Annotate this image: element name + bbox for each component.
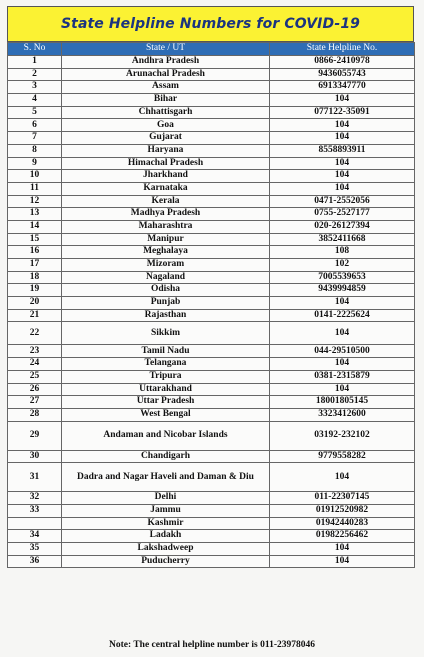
table-row: [8, 555, 415, 568]
cell-phone: 104: [270, 383, 415, 396]
cell-state: Puducherry: [62, 555, 270, 568]
cell-sno: 34: [8, 530, 62, 543]
cell-state: Goa: [62, 119, 270, 132]
cell-state: Tamil Nadu: [62, 345, 270, 358]
cell-sno: 24: [8, 358, 62, 371]
table-row: [8, 195, 415, 208]
cell-phone: 104: [270, 182, 415, 195]
column-header-sno: S. No: [8, 43, 62, 56]
cell-state: Jharkhand: [62, 170, 270, 183]
cell-state: Telangana: [62, 358, 270, 371]
cell-phone: 104: [270, 543, 415, 556]
cell-state: Chandigarh: [62, 450, 270, 463]
table-row: [8, 463, 415, 492]
table-row: [8, 157, 415, 170]
cell-state: Mizoram: [62, 259, 270, 272]
table-row: [8, 450, 415, 463]
table-header-row: [8, 43, 415, 56]
cell-sno: 29: [8, 421, 62, 450]
cell-state: Kashmir: [62, 517, 270, 530]
table-row: [8, 271, 415, 284]
table-row: [8, 383, 415, 396]
table-row: [8, 358, 415, 371]
cell-sno: 30: [8, 450, 62, 463]
cell-state: Haryana: [62, 144, 270, 157]
cell-state: Tripura: [62, 370, 270, 383]
cell-phone: 3852411668: [270, 233, 415, 246]
cell-sno: [8, 517, 62, 530]
table-row: [8, 370, 415, 383]
cell-phone: 7005539653: [270, 271, 415, 284]
cell-phone: 104: [270, 322, 415, 345]
cell-sno: 18: [8, 271, 62, 284]
cell-state: Himachal Pradesh: [62, 157, 270, 170]
table-row: [8, 68, 415, 81]
cell-state: Andaman and Nicobar Islands: [62, 421, 270, 450]
table-row: [8, 233, 415, 246]
table-row: [8, 322, 415, 345]
cell-sno: 17: [8, 259, 62, 272]
cell-phone: 104: [270, 94, 415, 107]
cell-sno: 16: [8, 246, 62, 259]
cell-phone: 18001805145: [270, 396, 415, 409]
cell-state: Kerala: [62, 195, 270, 208]
table-row: [8, 182, 415, 195]
cell-sno: 32: [8, 492, 62, 505]
table-row: [8, 246, 415, 259]
cell-sno: 19: [8, 284, 62, 297]
cell-phone: 077122-35091: [270, 106, 415, 119]
cell-sno: 4: [8, 94, 62, 107]
cell-phone: 104: [270, 119, 415, 132]
cell-state: Manipur: [62, 233, 270, 246]
cell-phone: 0381-2315879: [270, 370, 415, 383]
cell-phone: 9436055743: [270, 68, 415, 81]
cell-phone: 104: [270, 358, 415, 371]
cell-state: Chhattisgarh: [62, 106, 270, 119]
cell-sno: 1: [8, 56, 62, 69]
cell-sno: 7: [8, 132, 62, 145]
cell-sno: 35: [8, 543, 62, 556]
cell-sno: 25: [8, 370, 62, 383]
cell-phone: 044-29510500: [270, 345, 415, 358]
cell-phone: 104: [270, 157, 415, 170]
cell-sno: 5: [8, 106, 62, 119]
cell-sno: 36: [8, 555, 62, 568]
cell-phone: 020-26127394: [270, 220, 415, 233]
cell-sno: 2: [8, 68, 62, 81]
cell-state: Madhya Pradesh: [62, 208, 270, 221]
cell-phone: 0471-2552056: [270, 195, 415, 208]
cell-sno: 22: [8, 322, 62, 345]
table-row: [8, 284, 415, 297]
cell-sno: 6: [8, 119, 62, 132]
cell-sno: 10: [8, 170, 62, 183]
cell-phone: 0755-2527177: [270, 208, 415, 221]
cell-phone: 8558893911: [270, 144, 415, 157]
cell-phone: 01942440283: [270, 517, 415, 530]
table-row: [8, 259, 415, 272]
table-row: [8, 144, 415, 157]
cell-phone: 01912520982: [270, 504, 415, 517]
table-row: [8, 421, 415, 450]
cell-sno: 12: [8, 195, 62, 208]
table-row: [8, 119, 415, 132]
table-row: [8, 492, 415, 505]
cell-phone: 3323412600: [270, 408, 415, 421]
column-header-phone: State Helpline No.: [270, 43, 415, 56]
cell-sno: 8: [8, 144, 62, 157]
cell-phone: 104: [270, 555, 415, 568]
table-row: [8, 220, 415, 233]
cell-phone: 03192-232102: [270, 421, 415, 450]
cell-phone: 102: [270, 259, 415, 272]
cell-sno: 15: [8, 233, 62, 246]
cell-sno: 31: [8, 463, 62, 492]
table-row: [8, 56, 415, 69]
cell-phone: 104: [270, 132, 415, 145]
cell-sno: 21: [8, 309, 62, 322]
cell-phone: 104: [270, 170, 415, 183]
table-row: [8, 517, 415, 530]
cell-state: Assam: [62, 81, 270, 94]
cell-state: Bihar: [62, 94, 270, 107]
cell-phone: 104: [270, 297, 415, 310]
cell-state: Nagaland: [62, 271, 270, 284]
table-row: [8, 208, 415, 221]
cell-sno: 3: [8, 81, 62, 94]
table-row: [8, 94, 415, 107]
cell-state: Sikkim: [62, 322, 270, 345]
cell-sno: 13: [8, 208, 62, 221]
cell-sno: 28: [8, 408, 62, 421]
cell-state: Andhra Pradesh: [62, 56, 270, 69]
cell-phone: 108: [270, 246, 415, 259]
cell-state: Uttar Pradesh: [62, 396, 270, 409]
table-row: [8, 408, 415, 421]
footer-note: Note: The central helpline number is 011-23978046: [108, 640, 315, 650]
cell-state: Maharashtra: [62, 220, 270, 233]
cell-state: Odisha: [62, 284, 270, 297]
cell-phone: 9439994859: [270, 284, 415, 297]
cell-phone: 0141-2225624: [270, 309, 415, 322]
table-row: [8, 396, 415, 409]
cell-phone: 0866-2410978: [270, 56, 415, 69]
helpline-table: [7, 42, 415, 568]
table-row: [8, 543, 415, 556]
cell-state: Dadra and Nagar Haveli and Daman & Diu: [62, 463, 270, 492]
cell-state: West Bengal: [62, 408, 270, 421]
column-header-state: State / UT: [62, 43, 270, 56]
cell-state: Karnataka: [62, 182, 270, 195]
table-row: [8, 297, 415, 310]
table-row: [8, 345, 415, 358]
table-row: [8, 170, 415, 183]
cell-sno: 26: [8, 383, 62, 396]
table-row: [8, 530, 415, 543]
table-row: [8, 81, 415, 94]
cell-sno: 14: [8, 220, 62, 233]
cell-phone: 9779558282: [270, 450, 415, 463]
table-row: [8, 132, 415, 145]
cell-sno: 23: [8, 345, 62, 358]
cell-state: Delhi: [62, 492, 270, 505]
cell-state: Ladakh: [62, 530, 270, 543]
cell-phone: 6913347770: [270, 81, 415, 94]
cell-state: Uttarakhand: [62, 383, 270, 396]
cell-state: Jammu: [62, 504, 270, 517]
table-row: [8, 504, 415, 517]
cell-sno: 27: [8, 396, 62, 409]
cell-sno: 20: [8, 297, 62, 310]
cell-sno: 9: [8, 157, 62, 170]
cell-state: Gujarat: [62, 132, 270, 145]
table-body: [8, 56, 415, 568]
cell-sno: 11: [8, 182, 62, 195]
cell-state: Punjab: [62, 297, 270, 310]
cell-sno: 33: [8, 504, 62, 517]
cell-state: Rajasthan: [62, 309, 270, 322]
cell-state: Meghalaya: [62, 246, 270, 259]
cell-phone: 104: [270, 463, 415, 492]
page-title: State Helpline Numbers for COVID-19: [7, 6, 414, 42]
table-row: [8, 309, 415, 322]
table-row: [8, 106, 415, 119]
cell-phone: 01982256462: [270, 530, 415, 543]
cell-state: Arunachal Pradesh: [62, 68, 270, 81]
cell-phone: 011-22307145: [270, 492, 415, 505]
cell-state: Lakshadweep: [62, 543, 270, 556]
